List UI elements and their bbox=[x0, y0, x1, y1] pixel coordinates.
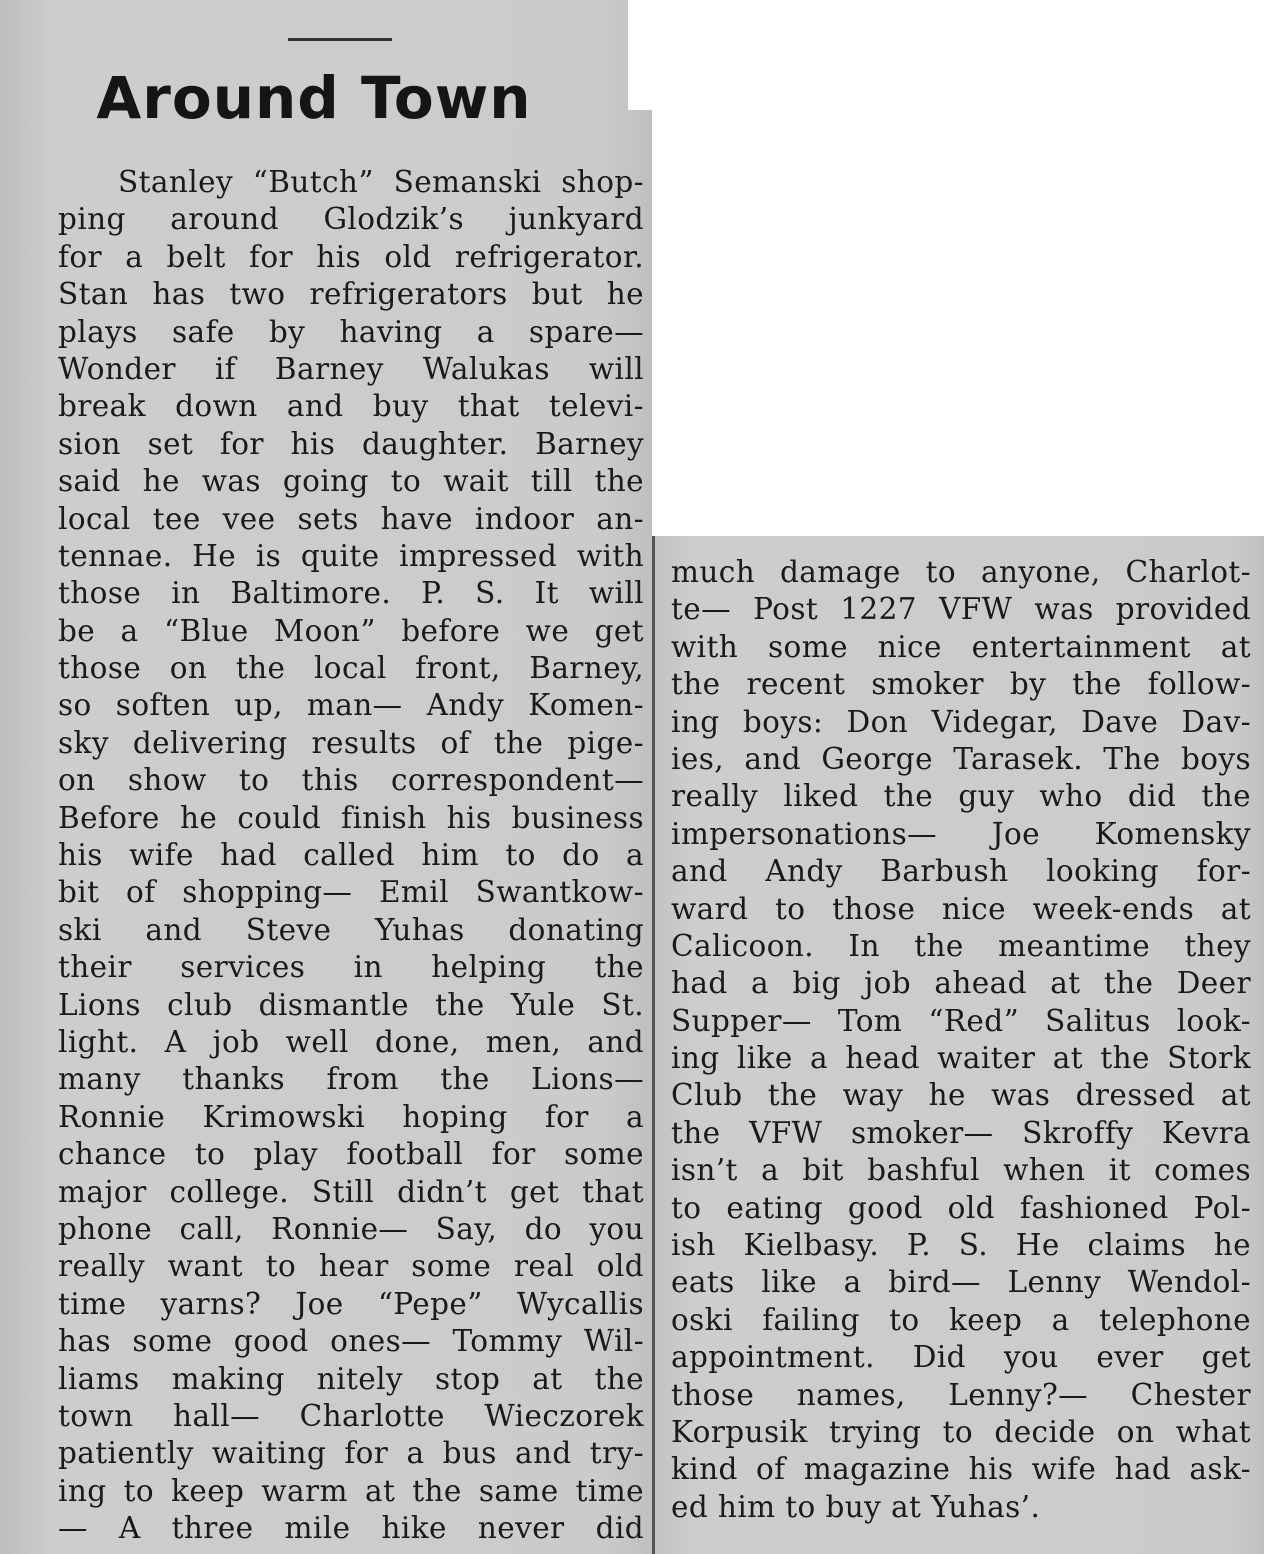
text-line: Stanley “Butch” Semanski shop- bbox=[118, 165, 644, 199]
text-line: light. A job well done, men, and bbox=[58, 1024, 644, 1059]
text-line: impersonations— Joe Komensky bbox=[671, 816, 1251, 851]
text-line: the VFW smoker— Skroffy Kevra bbox=[671, 1115, 1251, 1150]
text-line: Calicoon. In the meantime they bbox=[671, 928, 1251, 963]
text-line: those in Baltimore. P. S. It will bbox=[58, 576, 644, 611]
text-line: with some nice entertainment at bbox=[671, 629, 1251, 664]
headline-rule bbox=[288, 38, 392, 41]
text-line: said he was going to wait till the bbox=[58, 464, 644, 499]
text-line: eats like a bird— Lenny Wendol- bbox=[671, 1265, 1251, 1300]
text-line: Lions club dismantle the Yule St. bbox=[58, 987, 644, 1022]
text-line: on show to this correspondent— bbox=[58, 763, 644, 798]
text-line: ies, and George Tarasek. The boys bbox=[671, 741, 1251, 776]
text-line: — A three mile hike never did bbox=[58, 1511, 644, 1546]
text-line: phone call, Ronnie— Say, do you bbox=[58, 1211, 644, 1246]
text-line: Korpusik trying to decide on what bbox=[671, 1414, 1251, 1449]
text-line: his wife had called him to do a bbox=[58, 838, 644, 873]
text-line: the recent smoker by the follow- bbox=[671, 667, 1251, 702]
text-line: ing to keep warm at the same time bbox=[58, 1473, 644, 1508]
text-line: for a belt for his old refrigerator. bbox=[58, 239, 644, 274]
clipping-edge bbox=[628, 0, 652, 110]
left-text-column bbox=[58, 164, 644, 1547]
text-line: Stan has two refrigerators but he bbox=[58, 277, 644, 312]
text-line: ward to those nice week-ends at bbox=[671, 891, 1251, 926]
text-line: to eating good old fashioned Pol- bbox=[671, 1190, 1251, 1225]
text-line: really liked the guy who did the bbox=[671, 779, 1251, 814]
text-line: te— Post 1227 VFW was provided bbox=[671, 592, 1251, 627]
text-line: and Andy Barbush looking for- bbox=[671, 854, 1251, 889]
text-line: kind of magazine his wife had ask- bbox=[671, 1452, 1251, 1487]
text-line: Wonder if Barney Walukas will bbox=[58, 351, 644, 386]
text-line: oski failing to keep a telephone bbox=[671, 1302, 1251, 1337]
text-line: liams making nitely stop at the bbox=[58, 1361, 644, 1396]
right-text-column bbox=[671, 554, 1251, 1526]
text-line: their services in helping the bbox=[58, 950, 644, 985]
text-line: Ronnie Krimowski hoping for a bbox=[58, 1099, 644, 1134]
text-line: be a “Blue Moon” before we get bbox=[58, 613, 644, 648]
text-line: sky delivering results of the pige- bbox=[58, 725, 644, 760]
text-line: ping around Glodzik’s junkyard bbox=[58, 202, 644, 237]
text-line: Club the way he was dressed at bbox=[671, 1078, 1251, 1113]
text-line: ski and Steve Yuhas donating bbox=[58, 912, 644, 947]
text-line: major college. Still didn’t get that bbox=[58, 1174, 644, 1209]
text-line: chance to play football for some bbox=[58, 1137, 644, 1172]
text-line: plays safe by having a spare— bbox=[58, 314, 644, 349]
text-line: ing boys: Don Videgar, Dave Dav- bbox=[671, 704, 1251, 739]
text-line: break down and buy that televi- bbox=[58, 389, 644, 424]
text-line: so soften up, man— Andy Komen- bbox=[58, 688, 644, 723]
text-line: bit of shopping— Emil Swantkow- bbox=[58, 875, 644, 910]
text-line: ed him to buy at Yuhas’. bbox=[671, 1489, 1041, 1524]
article-headline: Around Town bbox=[96, 64, 532, 132]
text-line: many thanks from the Lions— bbox=[58, 1062, 644, 1097]
text-line: sion set for his daughter. Barney bbox=[58, 426, 644, 461]
text-line: really want to hear some real old bbox=[58, 1249, 644, 1284]
text-line: time yarns? Joe “Pepe” Wycallis bbox=[58, 1286, 644, 1321]
text-line: those names, Lenny?— Chester bbox=[671, 1377, 1251, 1412]
text-line: had a big job ahead at the Deer bbox=[671, 966, 1251, 1001]
text-line: tennae. He is quite impressed with bbox=[58, 538, 644, 573]
text-line: Supper— Tom “Red” Salitus look- bbox=[671, 1003, 1251, 1038]
text-line: town hall— Charlotte Wieczorek bbox=[58, 1398, 644, 1433]
clipping-right-column bbox=[652, 536, 1264, 1554]
text-line: local tee vee sets have indoor an- bbox=[58, 501, 644, 536]
text-line: appointment. Did you ever get bbox=[671, 1340, 1251, 1375]
text-line: ish Kielbasy. P. S. He claims he bbox=[671, 1228, 1251, 1263]
text-line: much damage to anyone, Charlot- bbox=[671, 555, 1251, 589]
text-line: isn’t a bit bashful when it comes bbox=[671, 1153, 1251, 1188]
text-line: ing like a head waiter at the Stork bbox=[671, 1041, 1251, 1076]
text-line: those on the local front, Barney, bbox=[58, 651, 644, 686]
text-line: has some good ones— Tommy Wil- bbox=[58, 1324, 644, 1359]
text-line: Before he could finish his business bbox=[58, 800, 644, 835]
text-line: patiently waiting for a bus and try- bbox=[58, 1436, 644, 1471]
